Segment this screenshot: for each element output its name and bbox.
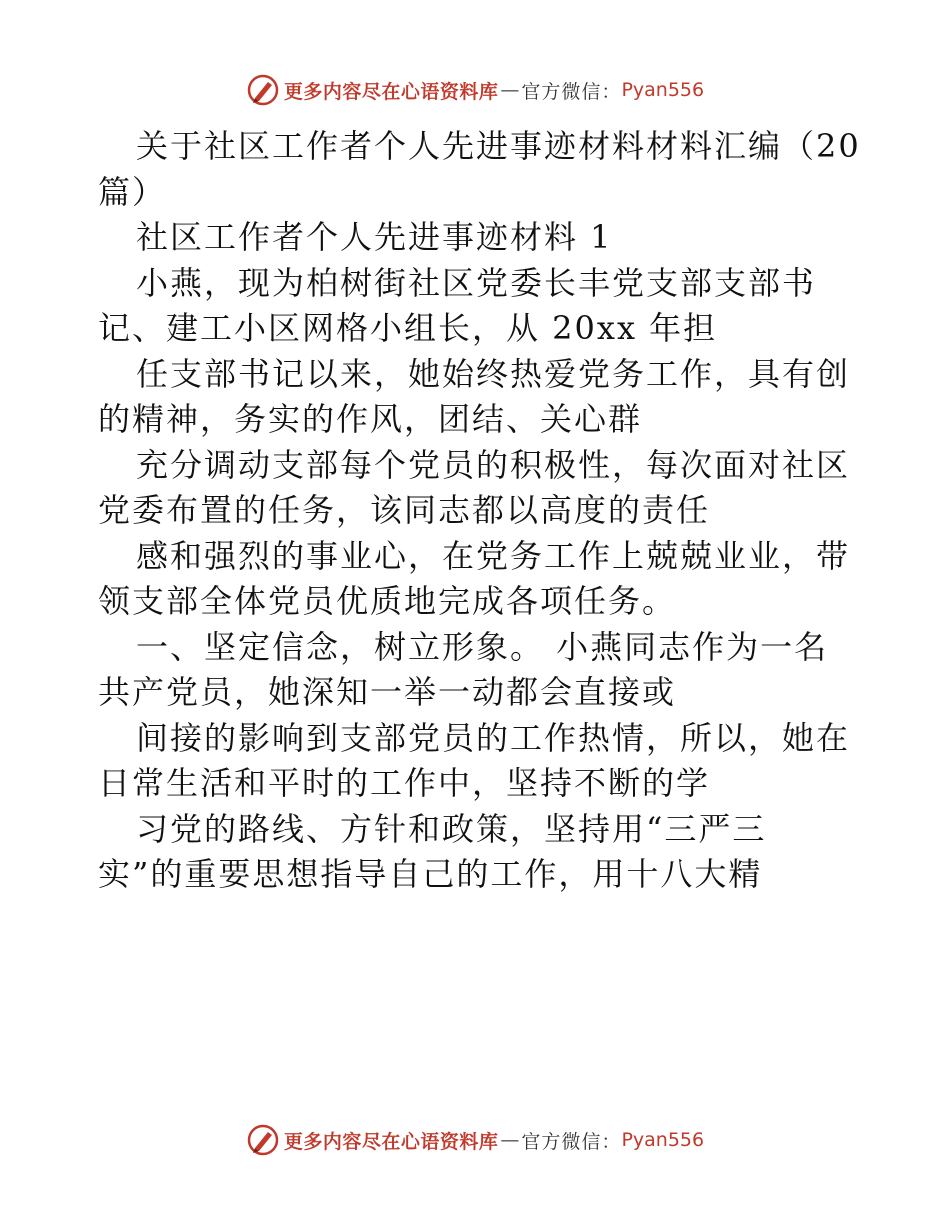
text-line: 领支部全体党员优质地完成各项任务。 — [98, 582, 677, 620]
pen-logo-icon — [246, 73, 280, 107]
text-line: 充分调动支部每个党员的积极性，每次面对社区 — [136, 445, 851, 484]
document-body — [98, 124, 861, 898]
text-line: 间接的影响到支部党员的工作热情，所以，她在 — [136, 718, 851, 757]
text-line: 共产党员，她深知一举一动都会直接或 — [98, 673, 677, 711]
text-line: 实”的重要思想指导自己的工作，用十八大精 — [98, 855, 763, 893]
text-line: 习党的路线、方针和政策，坚持用“三严三 — [136, 809, 767, 848]
text-line: 任支部书记以来，她始终热爱党务工作，具有创 — [136, 354, 851, 393]
text-line: 记、建工小区网格小组长，从 20xx 年担 — [98, 309, 718, 347]
banner-separator: — — [500, 1129, 520, 1151]
text-line: 的精神，务实的作风，团结、关心群 — [98, 400, 643, 438]
banner-wechat-id: Pyan556 — [621, 79, 705, 101]
text-line: 感和强烈的事业心，在党务工作上兢兢业业，带 — [136, 536, 851, 575]
banner-wechat-label: 官方微信： — [521, 80, 622, 103]
text-line: 党委布置的任务，该同志都以高度的责任 — [98, 491, 711, 529]
banner-text: 更多内容尽在心语资料库 — [283, 1130, 499, 1153]
text-line: 小燕，现为柏树街社区党委长丰党支部支部书 — [136, 263, 817, 302]
pen-logo-icon — [246, 1123, 280, 1157]
banner-wechat-label: 官方微信： — [521, 1130, 622, 1153]
text-line: 关于社区工作者个人先进事迹材料材料汇编（20 — [136, 127, 861, 165]
text-line: 一、坚定信念，树立形象。 小燕同志作为一名 — [136, 627, 829, 666]
banner-text: 更多内容尽在心语资料库 — [283, 80, 499, 103]
text-line: 社区工作者个人先进事迹材料 1 — [136, 218, 613, 256]
text-line: 日常生活和平时的工作中，坚持不断的学 — [98, 764, 711, 802]
footer-banner — [0, 1120, 950, 1160]
banner-separator: — — [500, 79, 520, 101]
banner-wechat-id: Pyan556 — [621, 1129, 705, 1151]
text-line: 篇） — [98, 172, 167, 211]
header-banner — [0, 70, 950, 110]
